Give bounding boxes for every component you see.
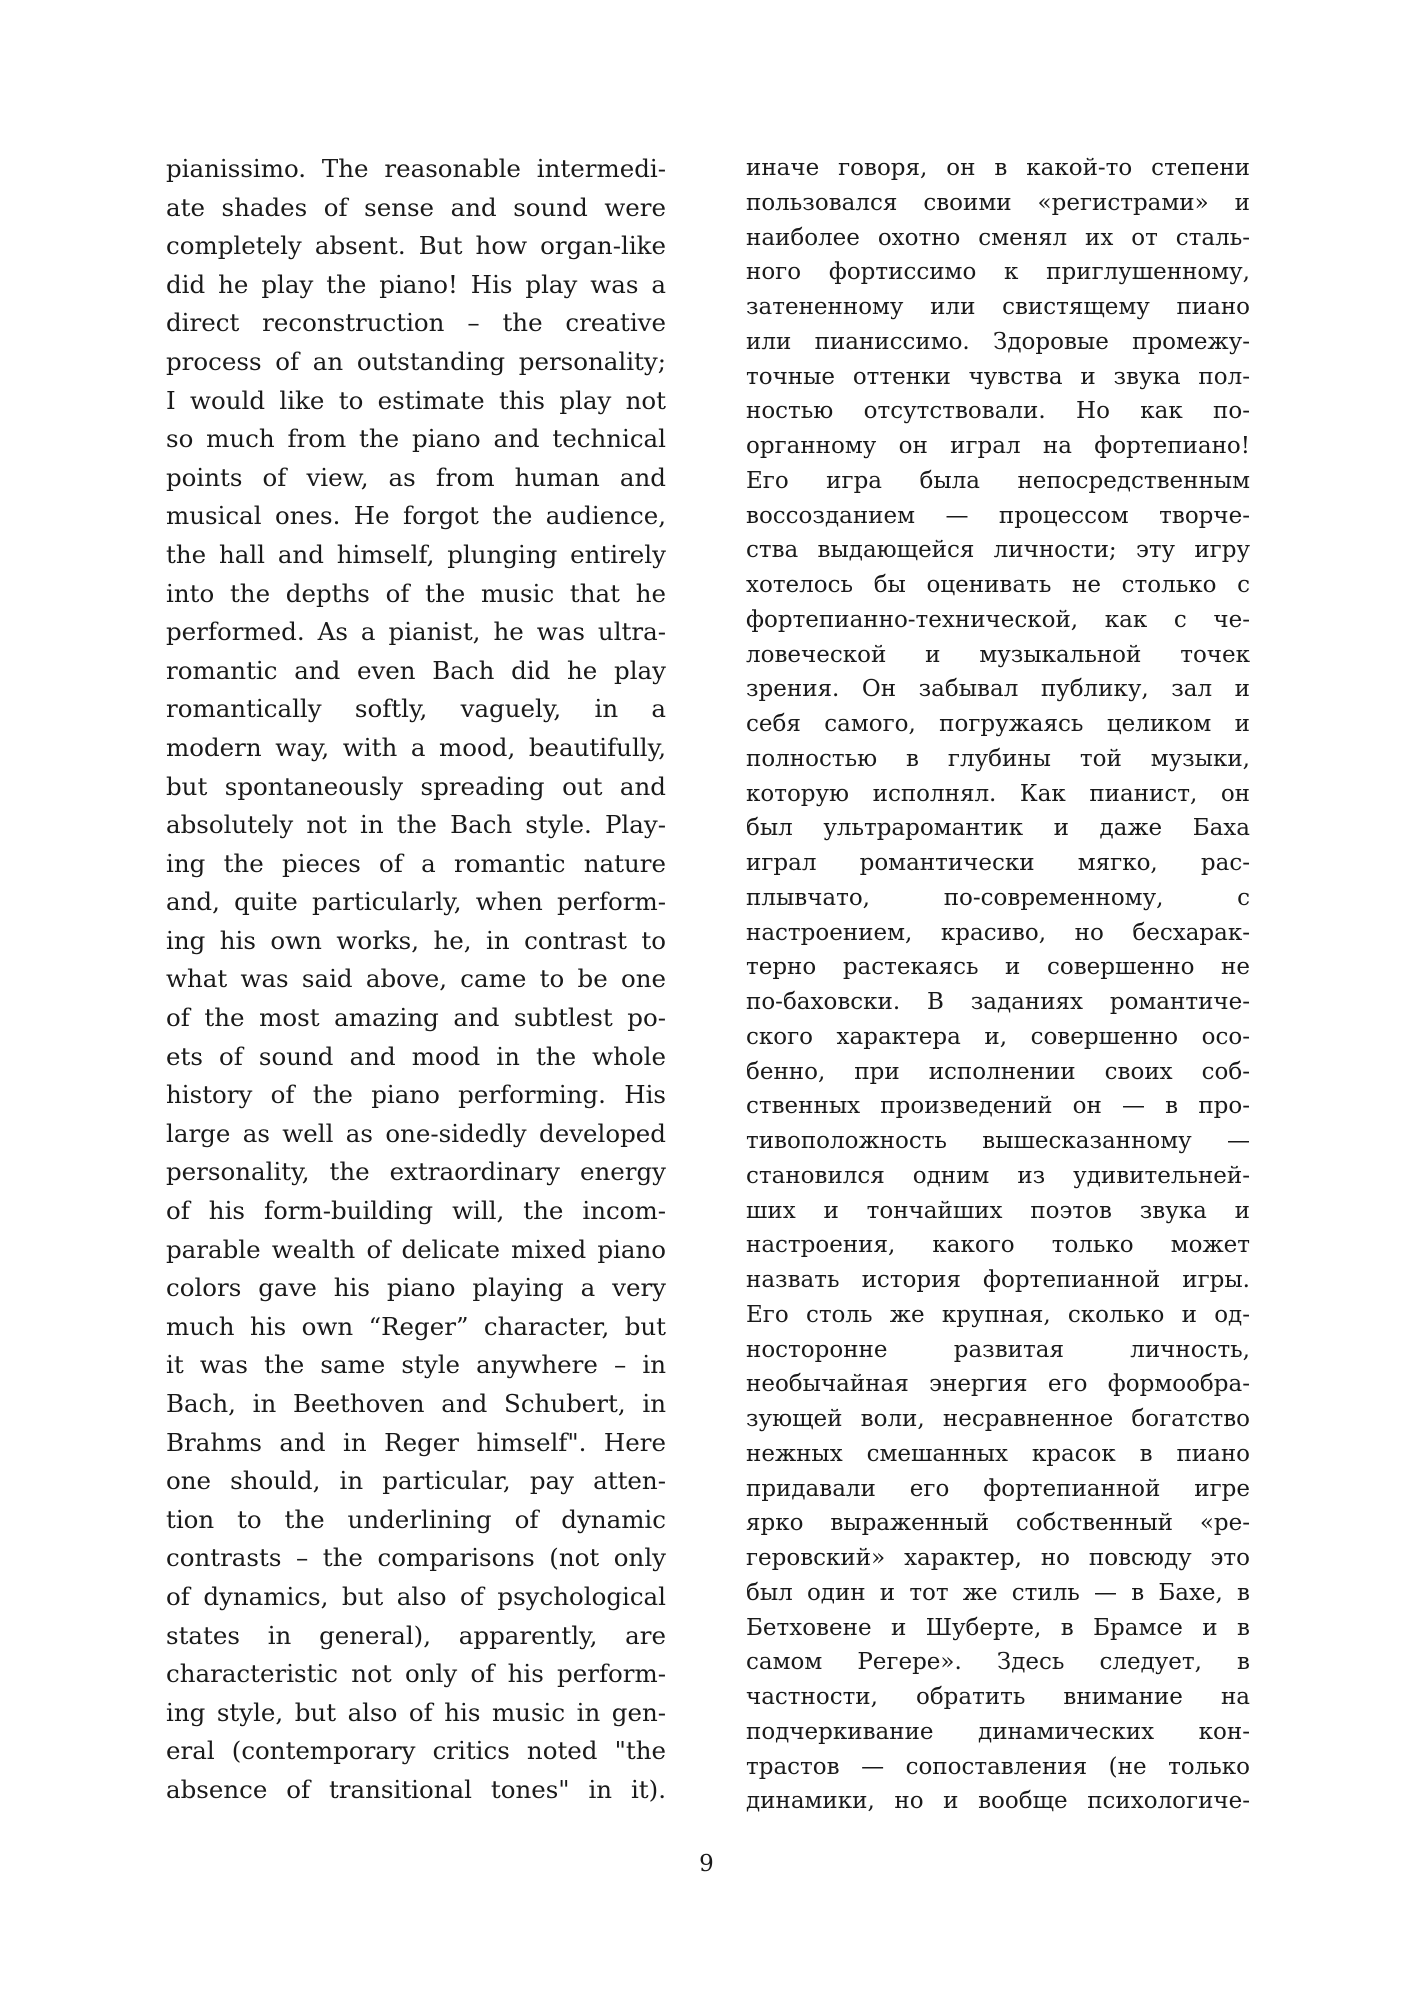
english-text-line: characteristic not only of his perform- <box>166 1659 666 1689</box>
english-text-line: personality, the extraordinary energy <box>166 1157 666 1187</box>
russian-text-line: самом Регере». Здесь следует, в <box>746 1649 1250 1676</box>
english-text-line: I would like to estimate this play not <box>166 385 666 415</box>
russian-text-line: Его игра была непосредственным <box>746 467 1250 494</box>
english-text-line: romantic and even Bach did he play <box>166 655 666 685</box>
english-text-line: completely absent. But how organ-like <box>166 231 666 261</box>
russian-text-line: настроением, красиво, но бесхарак- <box>746 919 1250 946</box>
russian-text-line: наиболее охотно сменял их от сталь- <box>746 224 1250 251</box>
english-text-line: ets of sound and mood in the whole <box>166 1041 666 1071</box>
russian-text-line: назвать история фортепианной игры. <box>746 1267 1250 1293</box>
english-text-line: ate shades of sense and sound were <box>166 192 666 222</box>
russian-text-line: пользовался своими «регистрами» и <box>746 189 1250 216</box>
russian-text-line: нежных смешанных красок в пиано <box>746 1440 1250 1467</box>
english-text-line: process of an outstanding personality; <box>166 346 666 376</box>
english-text-line: romantically softly, vaguely, in a <box>166 694 666 724</box>
russian-text-line: настроения, какого только может <box>746 1232 1250 1259</box>
english-text-line: but spontaneously spreading out and <box>166 771 666 801</box>
english-text-line: absence of transitional tones" in it). <box>166 1774 666 1804</box>
russian-text-line: иначе говоря, он в какой-то степени <box>746 155 1250 181</box>
english-text-line: colors gave his piano playing a very <box>166 1273 666 1303</box>
russian-text-line: был ультраромантик и даже Баха <box>746 815 1250 842</box>
english-text-line: direct reconstruction – the creative <box>166 308 666 338</box>
english-text-line: did he play the piano! His play was a <box>166 269 666 299</box>
russian-text-line: плывчато, по-современному, с <box>746 884 1250 911</box>
russian-text-line: себя самого, погружаясь целиком и <box>746 711 1250 737</box>
english-text-line: large as well as one-sidedly developed <box>166 1118 666 1148</box>
english-text-line: what was said above, came to be one <box>166 964 666 994</box>
russian-text-line: бенно, при исполнении своих соб- <box>746 1058 1250 1085</box>
page-number: 9 <box>699 1851 714 1877</box>
english-text-line: states in general), apparently, are <box>166 1620 666 1650</box>
russian-text-line: полностью в глубины той музыки, <box>746 745 1250 772</box>
english-text-line: into the depths of the music that he <box>166 578 666 608</box>
english-text-line: ing the pieces of a romantic nature <box>166 848 666 878</box>
russian-text-line: становился одним из удивительней- <box>746 1162 1250 1189</box>
russian-text-line: играл романтически мягко, рас- <box>746 850 1250 876</box>
english-text-line: one should, in particular, pay atten- <box>166 1466 666 1496</box>
russian-text-line: подчеркивание динамических кон- <box>746 1718 1250 1745</box>
english-text-line: much his own “Reger” character, but <box>166 1311 666 1341</box>
english-text-line: so much from the piano and technical <box>166 424 666 454</box>
russian-text-line: придавали его фортепианной игре <box>746 1475 1250 1502</box>
russian-text-line: необычайная энергия его формообра- <box>746 1371 1250 1398</box>
english-text-line: of his form-building will, the incom- <box>166 1196 666 1226</box>
russian-text-line: был один и тот же стиль — в Бахе, в <box>746 1579 1250 1606</box>
english-text-line: points of view, as from human and <box>166 462 666 492</box>
russian-text-column <box>746 151 1250 1819</box>
russian-text-line: точные оттенки чувства и звука пол- <box>746 363 1250 390</box>
russian-text-line: частности, обратить внимание на <box>746 1684 1250 1710</box>
english-text-line: tion to the underlining of dynamic <box>166 1504 666 1534</box>
english-text-line: parable wealth of delicate mixed piano <box>166 1234 666 1264</box>
russian-text-line: которую исполнял. Как пианист, он <box>746 780 1250 807</box>
russian-text-line: ших и тончайших поэтов звука и <box>746 1197 1250 1224</box>
russian-text-line: фортепианно-технической, как с че- <box>746 606 1250 633</box>
russian-text-line: ностью отсутствовали. Но как по- <box>746 398 1250 425</box>
russian-text-line: динамики, но и вообще психологиче- <box>746 1788 1250 1815</box>
english-text-line: Bach, in Beethoven and Schubert, in <box>166 1389 666 1418</box>
english-text-line: and, quite particularly, when perform- <box>166 887 666 917</box>
russian-text-line: хотелось бы оценивать не столько с <box>746 572 1250 598</box>
english-text-line: history of the piano performing. His <box>166 1080 666 1110</box>
russian-text-line: тивоположность вышесказанному — <box>746 1128 1250 1154</box>
russian-text-line: или пианиссимо. Здоровые промежу- <box>746 328 1250 355</box>
russian-text-line: по-баховски. В заданиях романтиче- <box>746 989 1250 1015</box>
english-text-line: ing style, but also of his music in gen- <box>166 1697 666 1727</box>
russian-text-line: трастов — сопоставления (не только <box>746 1753 1250 1780</box>
russian-text-line: геровский» характер, но повсюду это <box>746 1545 1250 1571</box>
english-text-line: performed. As a pianist, he was ultra- <box>166 617 666 647</box>
english-text-line: pianissimo. The reasonable intermedi- <box>166 154 666 183</box>
russian-text-line: зующей воли, несравненное богатство <box>746 1406 1250 1432</box>
english-text-column <box>166 150 666 1810</box>
english-text-line: absolutely not in the Bach style. Play- <box>166 810 666 840</box>
russian-text-line: Бетховене и Шуберте, в Брамсе и в <box>746 1614 1250 1641</box>
russian-text-line: органному он играл на фортепиано! <box>746 433 1250 459</box>
russian-text-line: ярко выраженный собственный «ре- <box>746 1510 1250 1537</box>
russian-text-line: ловеческой и музыкальной точек <box>746 641 1250 668</box>
russian-text-line: ного фортиссимо к приглушенному, <box>746 259 1250 286</box>
english-text-line: the hall and himself, plunging entirely <box>166 539 666 569</box>
russian-text-line: Его столь же крупная, сколько и од- <box>746 1301 1250 1328</box>
russian-text-line: ства выдающейся личности; эту игру <box>746 537 1250 564</box>
english-text-line: eral (contemporary critics noted "the <box>166 1736 666 1766</box>
english-text-line: musical ones. He forgot the audience, <box>166 501 666 531</box>
russian-text-line: воссозданием — процессом творче- <box>746 502 1250 529</box>
russian-text-line: терно растекаясь и совершенно не <box>746 954 1250 981</box>
english-text-line: of the most amazing and subtlest po- <box>166 1003 666 1033</box>
english-text-line: ing his own works, he, in contrast to <box>166 925 666 955</box>
english-text-line: of dynamics, but also of psychological <box>166 1581 666 1611</box>
english-text-line: it was the same style anywhere – in <box>166 1350 666 1380</box>
english-text-line: Brahms and in Reger himself". Here <box>166 1427 666 1457</box>
english-text-line: contrasts – the comparisons (not only <box>166 1543 666 1573</box>
russian-text-line: затененному или свистящему пиано <box>746 294 1250 320</box>
russian-text-line: носторонне развитая личность, <box>746 1336 1250 1363</box>
english-text-line: modern way, with a mood, beautifully, <box>166 732 666 762</box>
russian-text-line: зрения. Он забывал публику, зал и <box>746 676 1250 703</box>
russian-text-line: ского характера и, совершенно осо- <box>746 1023 1250 1050</box>
russian-text-line: ственных произведений он — в про- <box>746 1093 1250 1120</box>
